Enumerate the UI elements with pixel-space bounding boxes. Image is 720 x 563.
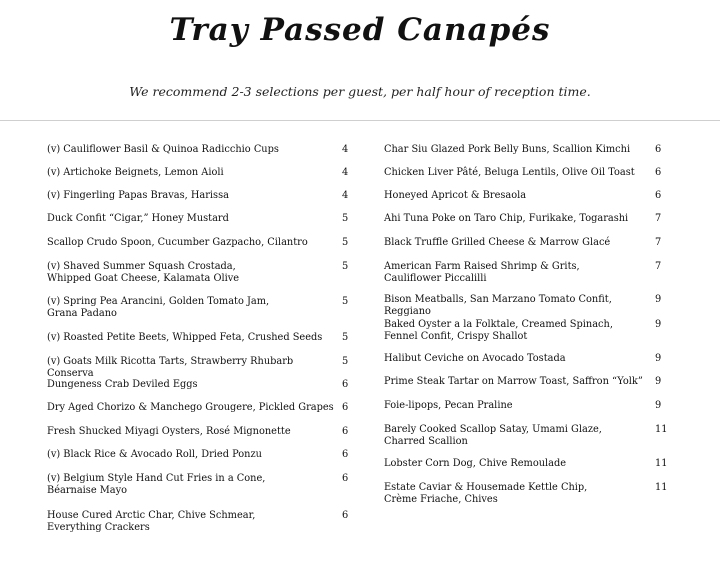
menu-item-name: (v) Belgium Style Hand Cut Fries in a Cone, Béarnaise Mayo <box>47 473 266 496</box>
menu-item-name: (v) Spring Pea Arancini, Golden Tomato Jam, Grana Padano <box>47 296 270 319</box>
menu-item-price: 7 <box>655 237 662 248</box>
menu-item-price: 6 <box>655 167 662 178</box>
menu-item-price: 9 <box>655 400 662 411</box>
menu-item-price: 11 <box>655 458 668 469</box>
menu-item-price: 11 <box>655 482 668 493</box>
menu-item-price: 9 <box>655 376 662 387</box>
menu-item-price: 5 <box>342 332 349 343</box>
menu-item-price: 5 <box>342 213 349 224</box>
menu-item-name: American Farm Raised Shrimp & Grits, Cauliflower Piccalilli <box>384 261 580 284</box>
menu-item-name: (v) Roasted Petite Beets, Whipped Feta, Crushed Seeds <box>47 332 323 343</box>
menu-item-name: Chicken Liver Pâté, Beluga Lentils, Olive Oil Toast <box>384 167 635 178</box>
menu-item-name: Dungeness Crab Deviled Eggs <box>47 379 198 390</box>
menu-item-name: Ahi Tuna Poke on Taro Chip, Furikake, Togarashi <box>384 213 629 224</box>
menu-item-name: Fresh Shucked Miyagi Oysters, Rosé Mignonette <box>47 426 291 437</box>
menu-item-name: Halibut Ceviche on Avocado Tostada <box>384 353 566 364</box>
menu-item-price: 6 <box>342 473 349 484</box>
menu-item-price: 6 <box>342 510 349 521</box>
menu-item-name: (v) Fingerling Papas Bravas, Harissa <box>47 190 229 201</box>
menu-item-price: 5 <box>342 237 349 248</box>
menu-item-price: 9 <box>655 294 662 305</box>
menu-item-price: 6 <box>342 449 349 460</box>
menu-item-name: (v) Cauliflower Basil & Quinoa Radicchio Cups <box>47 144 279 155</box>
menu-item-price: 6 <box>342 379 349 390</box>
menu-item-name: (v) Goats Milk Ricotta Tarts, Strawberry Rhubarb Conserva <box>47 356 294 379</box>
menu-item-price: 9 <box>655 353 662 364</box>
page-subtitle: We recommend 2-3 selections per guest, per half hour of reception time. <box>129 84 591 99</box>
menu-item-name: Bison Meatballs, San Marzano Tomato Confit, Reggiano <box>384 294 612 317</box>
menu-item-name: Prime Steak Tartar on Marrow Toast, Saffron “Yolk” <box>384 376 643 387</box>
menu-item-name: House Cured Arctic Char, Chive Schmear, Everything Crackers <box>47 510 256 533</box>
menu-item-name: Lobster Corn Dog, Chive Remoulade <box>384 458 567 469</box>
menu-item-name: Honeyed Apricot & Bresaola <box>384 190 527 201</box>
menu-item-name: Barely Cooked Scallop Satay, Umami Glaze, Charred Scallion <box>384 424 602 447</box>
menu-item-price: 5 <box>342 261 349 272</box>
menu-item-name: (v) Black Rice & Avocado Roll, Dried Ponzu <box>47 449 262 460</box>
menu-item-price: 6 <box>655 144 662 155</box>
menu-item-name: (v) Shaved Summer Squash Crostada, Whipped Goat Cheese, Kalamata Olive <box>47 261 240 284</box>
menu-item-name: Char Siu Glazed Pork Belly Buns, Scallion Kimchi <box>384 144 631 155</box>
menu-item-price: 4 <box>342 190 349 201</box>
menu-item-price: 7 <box>655 213 662 224</box>
menu-item-name: Black Truffle Grilled Cheese & Marrow Glacé <box>384 237 611 248</box>
menu-item-name: Baked Oyster a la Folktale, Creamed Spinach, Fennel Confit, Crispy Shallot <box>384 319 613 342</box>
menu-item-price: 7 <box>655 261 662 272</box>
menu-item-price: 6 <box>342 426 349 437</box>
menu-item-name: Scallop Crudo Spoon, Cucumber Gazpacho, Cilantro <box>47 237 308 248</box>
menu-item-price: 9 <box>655 319 662 330</box>
menu-item-name: (v) Artichoke Beignets, Lemon Aioli <box>47 167 224 178</box>
page-title: Tray Passed Canapés <box>169 12 551 48</box>
menu-item-price: 4 <box>342 144 349 155</box>
menu-item-price: 5 <box>342 296 349 307</box>
menu-item-name: Duck Confit “Cigar,” Honey Mustard <box>47 213 229 224</box>
menu-item-name: Dry Aged Chorizo & Manchego Grougere, Pickled Grapes <box>47 402 334 413</box>
menu-item-price: 6 <box>342 402 349 413</box>
menu-item-price: 5 <box>342 356 349 367</box>
menu-item-price: 11 <box>655 424 668 435</box>
menu-item-name: Estate Caviar & Housemade Kettle Chip, Crème Friache, Chives <box>384 482 588 505</box>
menu-item-name: Foie-lipops, Pecan Praline <box>384 400 513 411</box>
menu-item-price: 4 <box>342 167 349 178</box>
menu-item-price: 6 <box>655 190 662 201</box>
